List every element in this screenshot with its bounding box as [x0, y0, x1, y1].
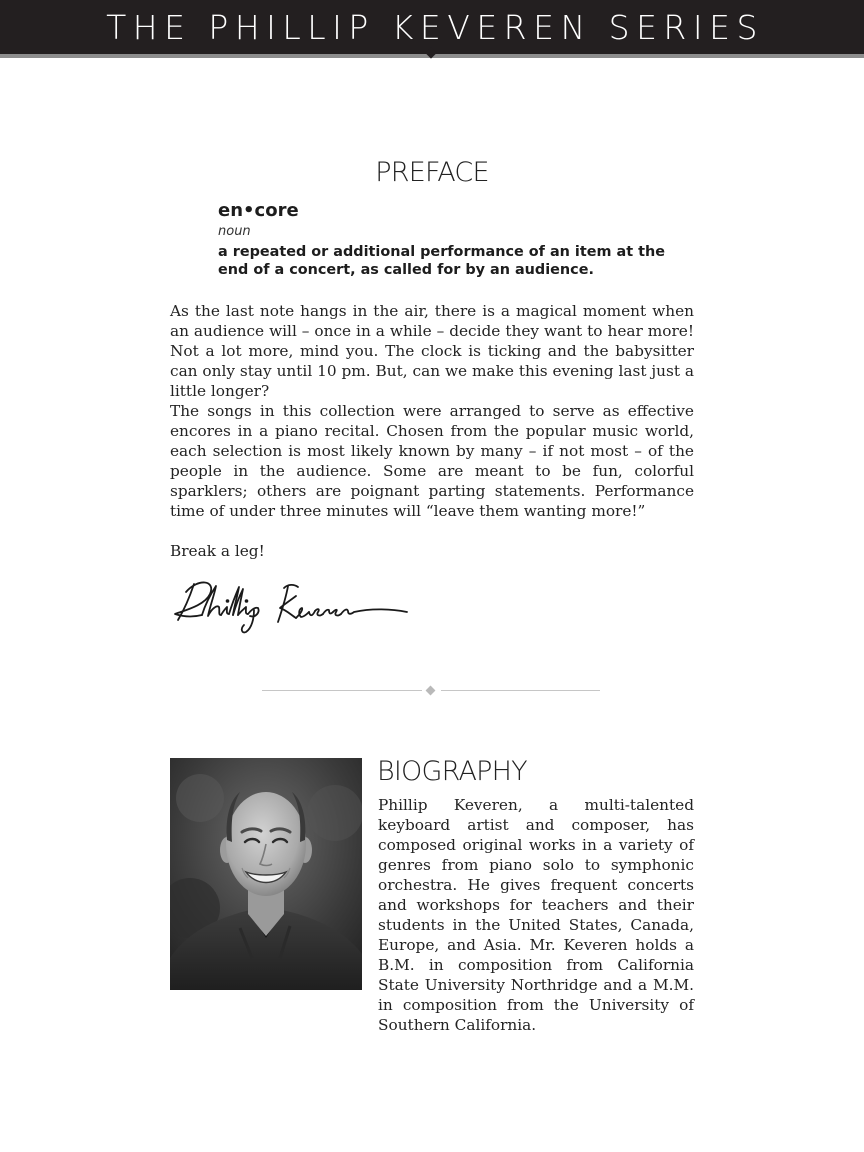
preface-sign-off: Break a leg! [170, 542, 265, 560]
definition-meaning-line-2: end of a concert, as called for by an audience. [218, 262, 594, 278]
handwritten-signature [172, 574, 412, 640]
series-header-band [0, 0, 864, 54]
dictionary-definition [218, 200, 678, 279]
author-portrait-photo [170, 758, 362, 990]
preface-paragraph-1: As the last note hangs in the air, there is a magical moment when an audience will – once in a while – decide they want to hear more! Not a lot more, mind you. The clock is ticking and the babysitter can only stay until 10 pm. But, can we make this evening last just a little longer? [170, 302, 694, 400]
definition-meaning-line-1: a repeated or additional performance of an item at the [218, 244, 665, 260]
preface-heading: PREFACE [375, 157, 489, 188]
definition-word: en•core [218, 200, 299, 221]
biography-text: Phillip Keveren, a multi-talented keyboard artist and composer, has composed original works in a variety of genres from piano solo to symphonic orchestra. He gives frequent concerts and workshops for teachers and their students in the United States, Canada, Europe, and Asia. Mr. Keveren holds a B.M. in composition from California State University Northridge and a M.M. in composition from the University of Southern California. [378, 796, 694, 1034]
preface-paragraph-2: The songs in this collection were arranged to serve as effective encores in a piano recital. Chosen from the popular music world, each selection is most likely known by many – if not most – of the people in the audience. Some are meant to be fun, colorful sparklers; others are poignant parting statements. Performance time of under three minutes will “leave them wanting more!” [170, 402, 694, 520]
section-divider-right [441, 690, 600, 691]
definition-part-of-speech: noun [218, 224, 251, 239]
section-divider-left [262, 690, 422, 691]
biography-heading: BIOGRAPHY [377, 756, 527, 787]
section-divider-diamond [426, 686, 436, 696]
definition-meaning [218, 243, 678, 279]
series-title: THE PHILLIP KEVEREN SERIES [106, 7, 764, 47]
